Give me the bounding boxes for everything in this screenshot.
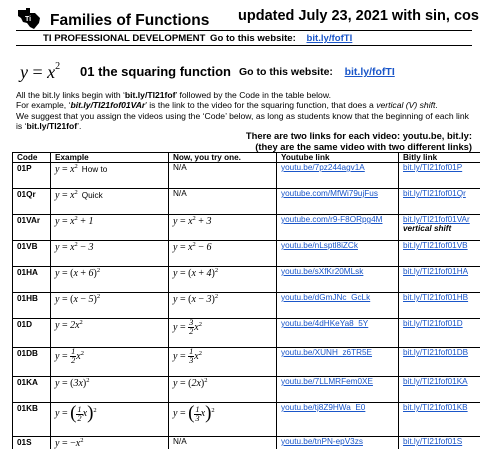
row-try: y = $\frac{1}{3}$ $x^2$: [169, 348, 277, 377]
row-code: 01D: [13, 319, 51, 348]
row-code: 01KA: [13, 377, 51, 403]
ti-texas-logo-icon: [14, 7, 44, 31]
section-goto: [239, 66, 395, 78]
note-line-2: (they are the same video with two different links): [255, 141, 472, 152]
table-header-row: [13, 153, 480, 163]
col-header-bitly: Bitly link: [399, 153, 480, 163]
section-title: 01 the squaring function: [80, 64, 231, 79]
row-try: $y = x^2 + 3$: [169, 215, 277, 241]
row-bitly-link[interactable]: bit.ly/TI21fof01D: [399, 319, 480, 348]
table-row: [13, 348, 480, 377]
col-header-code: Code: [13, 153, 51, 163]
table-row: [13, 293, 480, 319]
row-youtube-link[interactable]: youtu.be/7pz244agv1A: [277, 163, 399, 189]
row-try: N/A: [169, 189, 277, 215]
row-code: 01VAr: [13, 215, 51, 241]
updated-note: updated July 23, 2021 with sin, cos: [238, 8, 479, 24]
row-youtube-link[interactable]: youtu.be/dGmJNc_GcLk: [277, 293, 399, 319]
row-code: 01KB: [13, 403, 51, 437]
row-try: $y = x^2 - 6$: [169, 241, 277, 267]
row-example: $y = x^2 - 3$: [51, 241, 169, 267]
row-code: 01P: [13, 163, 51, 189]
row-example: $y = x^2$ How to: [51, 163, 169, 189]
header-rule-top: [16, 30, 472, 31]
row-try: y = ( $\frac{1}{3}$ x)$^2$: [169, 403, 277, 437]
row-code: 01HA: [13, 267, 51, 293]
row-youtube-link[interactable]: youtu.be/tj8Z9HWa_E0: [277, 403, 399, 437]
row-youtube-link[interactable]: youtube.com/r9-F8ORpg4M: [277, 215, 399, 241]
row-code: 01DB: [13, 348, 51, 377]
row-example: $y = (x - 5)^2$: [51, 293, 169, 319]
col-header-example: Example: [51, 153, 169, 163]
row-code: 01HB: [13, 293, 51, 319]
fofti-link[interactable]: bit.ly/fofTI: [306, 33, 353, 44]
row-bitly-link[interactable]: bit.ly/TI21fof01KA: [399, 377, 480, 403]
row-bitly-link[interactable]: bit.ly/TI21fof01P: [399, 163, 480, 189]
row-example: y = $\frac{1}{2}$ $x^2$: [51, 348, 169, 377]
row-try: N/A: [169, 163, 277, 189]
table-row: [13, 403, 480, 437]
row-youtube-link[interactable]: youtu.be/7LLMRFem0XE: [277, 377, 399, 403]
table-row: [13, 437, 480, 449]
note-line-1: There are two links for each video: youtu.be, bit.ly:: [245, 130, 472, 141]
goto-label: [210, 33, 352, 44]
row-youtube-link[interactable]: youtu.be/tnPN-epV3zs: [277, 437, 399, 449]
instructions-line-1: All the bit.ly links begin with ‘bit.ly/TI21fof’ followed by the Code in the table below.: [16, 90, 331, 100]
col-header-youtube: Youtube link: [277, 153, 399, 163]
table-row: [13, 377, 480, 403]
table-row: [13, 215, 480, 241]
table-row: [13, 267, 480, 293]
table-row: [13, 241, 480, 267]
vertical-shift-label: vertical shift: [403, 224, 452, 233]
row-bitly-link[interactable]: bit.ly/TI21fof01HB: [399, 293, 480, 319]
instructions-paragraph: [16, 90, 474, 132]
eq-equals: =: [32, 62, 43, 82]
row-youtube-link[interactable]: youtube.com/MfWi79ujFus: [277, 189, 399, 215]
section-fofti-link[interactable]: bit.ly/fofTI: [344, 66, 395, 78]
instructions-line-2: For example, ‘bit.ly/TI21fof01VAr’ is the link to the video for the squaring function, that does a vertical (V) shift.: [16, 100, 438, 111]
ti-pd-label: TI PROFESSIONAL DEVELOPMENT: [43, 33, 206, 44]
eq-exponent: 2: [55, 61, 61, 72]
eq-x: x: [47, 62, 56, 82]
row-example: $y = x^2 + 1$: [51, 215, 169, 241]
table-row: [13, 319, 480, 348]
instructions-line-3: We suggest that you assign the videos using the ‘Code’ below, as long as students know that the beginning of each link is ‘bit.ly/TI21fof’.: [16, 110, 469, 132]
row-example: $y = 2x^2$: [51, 319, 169, 348]
video-links-table: [12, 152, 480, 449]
row-code: 01S: [13, 437, 51, 449]
svg-text:Ti: Ti: [25, 16, 32, 23]
row-example: $y = -x^2$: [51, 437, 169, 449]
col-header-try: Now, you try one.: [169, 153, 277, 163]
eq-y: y: [20, 62, 28, 82]
row-bitly-link[interactable]: bit.ly/TI21fof01VB: [399, 241, 480, 267]
document-title: Families of Functions: [50, 12, 210, 29]
row-example: $y = x^2$ Quick: [51, 189, 169, 215]
row-code: 01VB: [13, 241, 51, 267]
row-youtube-link[interactable]: youtu.be/4dHKeYa8_5Y: [277, 319, 399, 348]
row-try: $y = (x - 3)^2$: [169, 293, 277, 319]
section-goto-label: Go to this website:: [239, 66, 333, 78]
squaring-equation: [20, 61, 60, 83]
row-youtube-link[interactable]: youtu.be/nLsptl8iZCk: [277, 241, 399, 267]
row-example: y = ( $\frac{1}{2}$ x)$^2$: [51, 403, 169, 437]
row-bitly-link[interactable]: bit.ly/TI21fof01DB: [399, 348, 480, 377]
two-links-note: [246, 130, 472, 152]
row-bitly-link[interactable]: bit.ly/TI21fof01VAr vertical shift: [399, 215, 480, 241]
row-bitly-link[interactable]: bit.ly/TI21fof01HA: [399, 267, 480, 293]
row-youtube-link[interactable]: youtu.be/XUNH_z6TR5E: [277, 348, 399, 377]
row-youtube-link[interactable]: youtu.be/sXfKr20MLsk: [277, 267, 399, 293]
row-try: N/A: [169, 437, 277, 449]
row-example: $y = (3x)^2$: [51, 377, 169, 403]
row-bitly-link[interactable]: bit.ly/TI21fof01Qr: [399, 189, 480, 215]
table-row: [13, 189, 480, 215]
goto-label-text: Go to this website:: [210, 33, 296, 44]
row-bitly-link[interactable]: bit.ly/TI21fof01S: [399, 437, 480, 449]
row-example: $y = (x + 6)^2$: [51, 267, 169, 293]
row-bitly-link[interactable]: bit.ly/TI21fof01KB: [399, 403, 480, 437]
row-try: $y = (2x)^2$: [169, 377, 277, 403]
table-row: [13, 163, 480, 189]
row-code: 01Qr: [13, 189, 51, 215]
row-try: $y = (x + 4)^2$: [169, 267, 277, 293]
row-try: y = $\frac{3}{2}$ $x^2$: [169, 319, 277, 348]
header-rule-bottom: [16, 45, 472, 46]
